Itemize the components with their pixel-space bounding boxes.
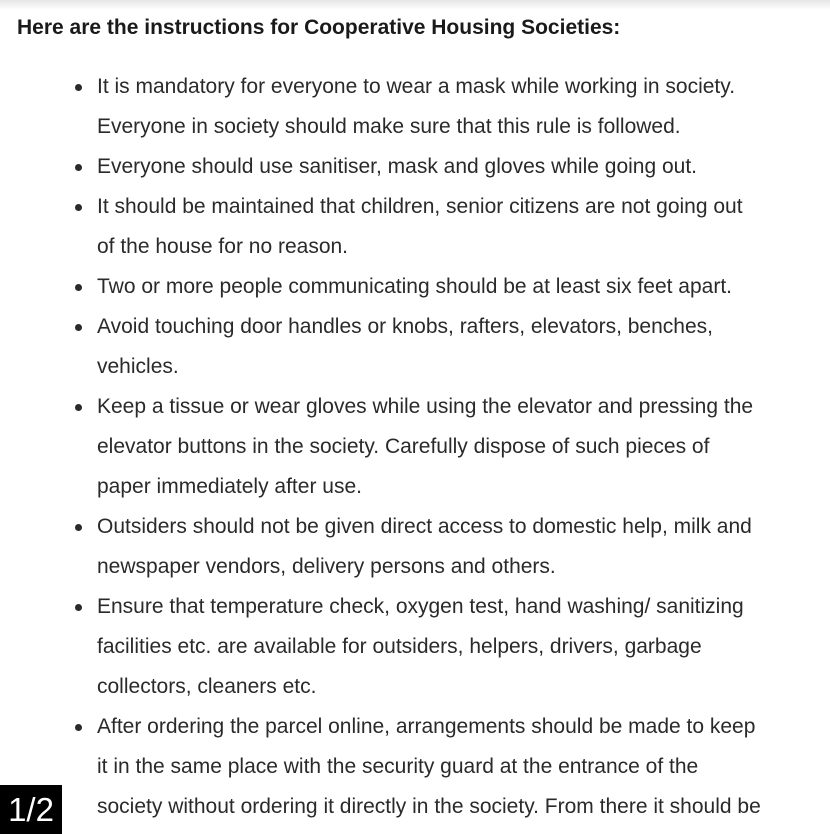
top-edge-shadow xyxy=(0,0,830,10)
list-item-text: Outsiders should not be given direct access to domestic help, milk and xyxy=(97,515,752,538)
list-item-text: Ensure that temperature check, oxygen test, hand washing/ sanitizing xyxy=(97,595,744,618)
bullet-icon xyxy=(75,164,82,171)
list-item-text: collectors, cleaners etc. xyxy=(97,675,317,698)
bullet-icon xyxy=(75,84,82,91)
bullet-icon xyxy=(75,204,82,211)
list-item-text: Everyone in society should make sure that this rule is followed. xyxy=(97,115,681,138)
page-heading: Here are the instructions for Cooperative Housing Societies: xyxy=(17,16,621,39)
bullet-icon xyxy=(75,324,82,331)
list-item-text: Everyone should use sanitiser, mask and gloves while going out. xyxy=(97,155,698,178)
list-item-text: vehicles. xyxy=(97,355,179,378)
list-item-text: It is mandatory for everyone to wear a mask while working in society. xyxy=(97,75,736,98)
list-item xyxy=(0,387,830,507)
bullet-icon xyxy=(75,284,82,291)
list-item xyxy=(0,587,830,707)
list-item-text: society without ordering it directly in the society. From there it should be xyxy=(97,795,761,818)
list-item-text: Two or more people communicating should be at least six feet apart. xyxy=(97,275,733,298)
bullet-icon xyxy=(75,724,82,731)
instruction-list xyxy=(0,67,830,827)
bullet-icon xyxy=(75,604,82,611)
list-item xyxy=(0,707,830,827)
list-item-text: it in the same place with the security guard at the entrance of the xyxy=(97,755,699,778)
bullet-icon xyxy=(75,404,82,411)
list-item-text: facilities etc. are available for outsiders, helpers, drivers, garbage xyxy=(97,635,702,658)
list-item-text: Avoid touching door handles or knobs, rafters, elevators, benches, xyxy=(97,315,713,338)
list-item-text: paper immediately after use. xyxy=(97,475,362,498)
list-item xyxy=(0,507,830,587)
list-item-text: Keep a tissue or wear gloves while using the elevator and pressing the xyxy=(97,395,754,418)
list-item-text: It should be maintained that children, senior citizens are not going out xyxy=(97,195,743,218)
page-counter: 1/2 xyxy=(0,785,62,834)
list-item-text: elevator buttons in the society. Carefully dispose of such pieces of xyxy=(97,435,710,458)
list-item xyxy=(0,67,830,147)
list-item xyxy=(0,187,830,267)
list-item-text: After ordering the parcel online, arrangements should be made to keep xyxy=(97,715,756,738)
bullet-icon xyxy=(75,524,82,531)
list-item xyxy=(0,267,830,307)
list-item xyxy=(0,147,830,187)
list-item xyxy=(0,307,830,387)
list-item-text: of the house for no reason. xyxy=(97,235,349,258)
list-item-text: newspaper vendors, delivery persons and others. xyxy=(97,555,556,578)
